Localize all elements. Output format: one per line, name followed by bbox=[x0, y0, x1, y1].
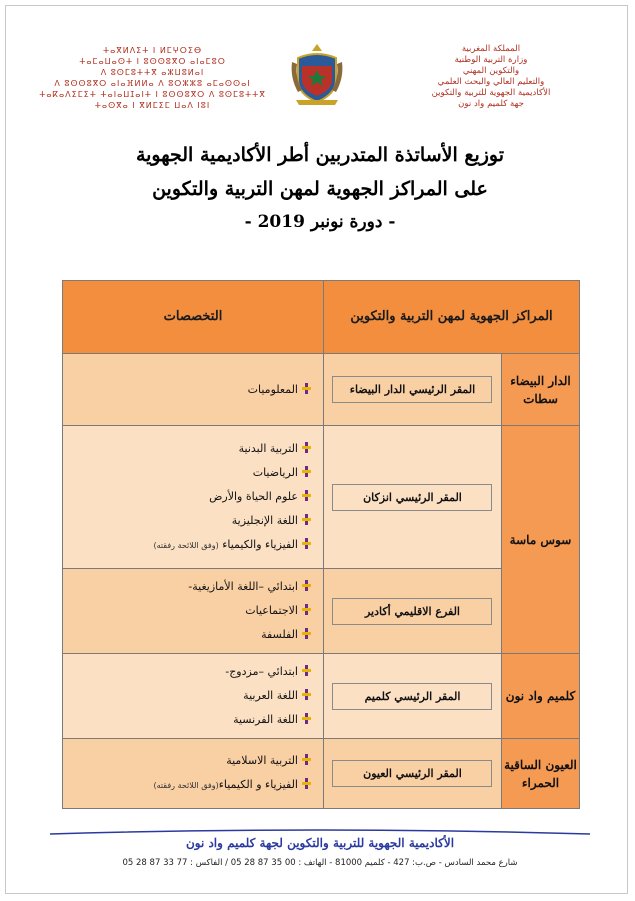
list-note: (وفق اللائحة رفقته) bbox=[153, 540, 219, 550]
list-item: اللغة الإنجليزية bbox=[69, 509, 311, 533]
region-cell: الدار البيضاء سطات bbox=[502, 354, 580, 426]
table-row bbox=[63, 739, 580, 809]
specialties-list bbox=[69, 372, 311, 408]
arabic-header-line: وزارة التربية الوطنية bbox=[454, 55, 528, 65]
list-note: (وفق اللائحة رفقته) bbox=[153, 781, 219, 790]
tifinagh-line: ⵜⴰⴽⴰⴷⵉⵎⵉⵜ ⵜⴰⵏⴰⵡⵊⴰⵏⵜ ⵏ ⵓⵙⵙⵓⴳⵔ ⴷ ⵓⵙⵎⵓⵜⵜⴳ bbox=[39, 90, 266, 99]
document-subtitle: على المراكز الجهوية لمهن التربية والتكوين bbox=[152, 178, 488, 200]
tifinagh-line: ⴷ ⵓⵙⵎⵓⵜⵜⴳ ⴰⵣⵡⵓⵍⴰⵏ bbox=[100, 68, 205, 77]
session-label: - دورة نونبر 2019 - bbox=[244, 212, 396, 232]
region-cell: العيون الساقية الحمراء bbox=[502, 739, 580, 809]
list-item: الفيزياء والكيمياء (وفق اللائحة رفقته) bbox=[69, 533, 311, 558]
specialties-list bbox=[69, 743, 311, 804]
table-row bbox=[63, 354, 580, 426]
specialties-cell bbox=[63, 654, 324, 739]
bullet-icon bbox=[302, 754, 311, 765]
center-name: المقر الرئيسي العيون bbox=[332, 760, 492, 787]
footer-divider bbox=[50, 828, 590, 836]
list-item: الفلسفة bbox=[69, 623, 311, 647]
specialties-cell bbox=[63, 739, 324, 809]
bullet-icon bbox=[302, 490, 311, 501]
bullet-icon bbox=[302, 604, 311, 615]
center-cell bbox=[323, 739, 501, 809]
list-item: الرياضيات bbox=[69, 461, 311, 485]
list-item: ابتدائي –مزدوج- bbox=[69, 660, 311, 684]
header-specialties: التخصصات bbox=[63, 281, 324, 354]
arabic-header-line: الأكاديمية الجهوية للتربية والتكوين bbox=[431, 88, 551, 98]
document-title: توزيع الأساتذة المتدربين أطر الأكاديمية الجهوية bbox=[135, 144, 505, 166]
bullet-icon bbox=[302, 665, 311, 676]
tifinagh-header bbox=[30, 45, 275, 111]
specialties-list bbox=[69, 569, 311, 653]
specialties-cell bbox=[63, 426, 324, 569]
arabic-header-line: والتكوين المهني bbox=[462, 66, 520, 76]
center-name: الفرع الاقليمي أكادير bbox=[332, 598, 492, 625]
specialties-cell bbox=[63, 354, 324, 426]
list-item: التربية الاسلامية bbox=[69, 749, 311, 773]
center-name: المقر الرئيسي كلميم bbox=[332, 683, 492, 710]
center-cell bbox=[323, 654, 501, 739]
list-item: التربية البدنية bbox=[69, 437, 311, 461]
list-item: الفيزياء و الكيمياء(وفق اللائحة رفقته) bbox=[69, 773, 311, 798]
region-cell: كلميم واد نون bbox=[502, 654, 580, 739]
center-cell bbox=[323, 569, 501, 654]
header-centers: المراكز الجهوية لمهن التربية والتكوين bbox=[323, 281, 579, 354]
center-cell bbox=[323, 354, 501, 426]
table-row bbox=[63, 426, 580, 569]
arabic-header bbox=[380, 44, 602, 110]
bullet-icon bbox=[302, 466, 311, 477]
coat-of-arms-icon bbox=[288, 42, 346, 108]
arabic-header-line: المملكة المغربية bbox=[461, 44, 521, 54]
table-row bbox=[63, 654, 580, 739]
bullet-icon bbox=[302, 538, 311, 549]
tifinagh-line: ⵜⴰⵎⴰⵡⴰⵙⵜ ⵏ ⵓⵙⵙⵓⴳⵔ ⴰⵏⴰⵎⵓⵔ bbox=[79, 57, 226, 66]
tifinagh-line: ⴷ ⵓⵙⵙⵓⴳⵔ ⴰⵏⴰⴼⵍⵍⴰ ⴷ ⵓⵔⵣⵣⵓ ⴰⵎⴰⵙⵙⴰⵏ bbox=[54, 79, 251, 88]
table-header-row bbox=[63, 281, 580, 354]
list-item: ابتدائي –اللغة الأمازيغية- bbox=[69, 575, 311, 599]
list-item: المعلوميات bbox=[69, 378, 311, 402]
region-cell: سوس ماسة bbox=[502, 426, 580, 654]
footer-institution: الأكاديمية الجهوية للتربية والتكوين لجهة كلميم واد نون bbox=[185, 836, 455, 850]
bullet-icon bbox=[302, 383, 311, 394]
bullet-icon bbox=[302, 628, 311, 639]
center-cell bbox=[323, 426, 501, 569]
footer-address: شارع محمد السادس - ص.ب: 427 - كلميم 81000 - الهاتف : 00 35 87 28 05 / الفاكس : 77 33 87 28 05 bbox=[122, 858, 518, 868]
specialties-list bbox=[69, 654, 311, 738]
tifinagh-line: ⵜⴰⵙⴳⴰ ⵏ ⴳⵍⵎⵉⵎ ⵡⴰⴷ ⵏⵓⵏ bbox=[94, 101, 211, 110]
bullet-icon bbox=[302, 580, 311, 591]
list-item: علوم الحياة والأرض bbox=[69, 485, 311, 509]
arabic-header-line: والتعليم العالي والبحث العلمي bbox=[437, 77, 545, 87]
center-name: المقر الرئيسي انزكان bbox=[332, 484, 492, 511]
distribution-table bbox=[62, 280, 580, 809]
arabic-header-line: جهة كلميم واد نون bbox=[458, 99, 524, 109]
list-item: اللغة الفرنسية bbox=[69, 708, 311, 732]
bullet-icon bbox=[302, 713, 311, 724]
center-name: المقر الرئيسي الدار البيضاء bbox=[332, 376, 492, 403]
list-item: اللغة العربية bbox=[69, 684, 311, 708]
specialties-list bbox=[69, 431, 311, 564]
tifinagh-line: ⵜⴰⴳⵍⴷⵉⵜ ⵏ ⵍⵎⵖⵔⵉⴱ bbox=[102, 46, 203, 55]
bullet-icon bbox=[302, 689, 311, 700]
list-item: الاجتماعيات bbox=[69, 599, 311, 623]
bullet-icon bbox=[302, 514, 311, 525]
specialties-cell bbox=[63, 569, 324, 654]
bullet-icon bbox=[302, 442, 311, 453]
bullet-icon bbox=[302, 778, 311, 789]
